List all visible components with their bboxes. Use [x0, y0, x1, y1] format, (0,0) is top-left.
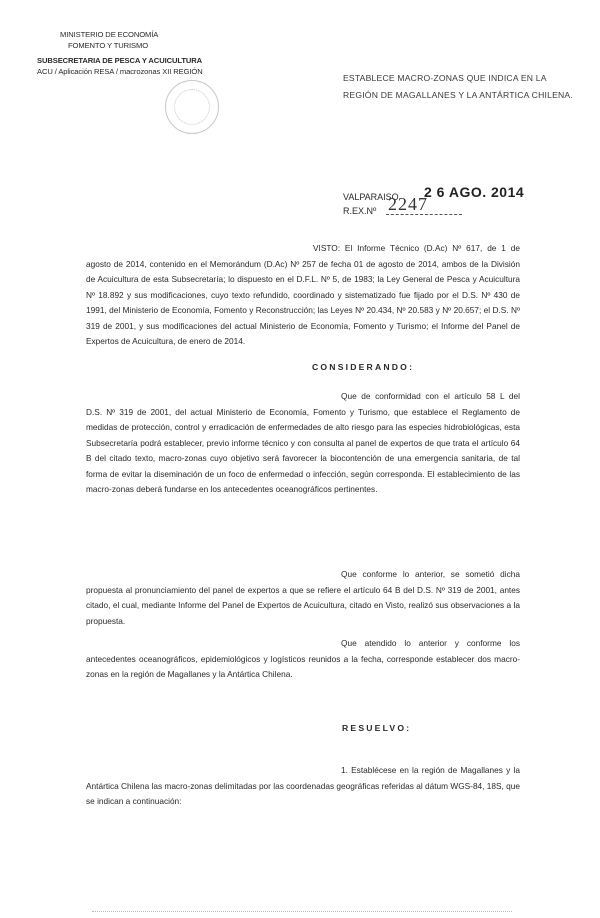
resolution-underline	[386, 214, 462, 215]
document-title: ESTABLECE MACRO-ZONAS QUE INDICA EN LA REGIÓN DE MAGALLANES Y LA ANTÁRTICA CHILENA.	[343, 73, 573, 100]
visto-paragraph: VISTO: El Informe Técnico (D.Ac) Nº 617, de 1 de agosto de 2014, contenido en el Memorándum (D.Ac) Nº 257 de fecha 01 de agosto de 2014, ambos de la División de Acuicultura de esta Subsecretaría; lo dispuesto en el D.F.L. Nº 5, de 1983; la Ley General de Pesca y Acuicultura Nº 18.892 y sus modificaciones, cuyo texto refundido, coordinado y sistematizado fue fijado por el D.S. Nº 430 de 1991, del Ministerio de Economía, Fomento y Reconstrucción; las Leyes Nº 20.434, Nº 20.583 y Nº 20.657; el D.S. Nº 319 de 2001, y sus modificaciones del actual Ministerio de Economía, Fomento y Turismo; el Informe del Panel de Expertos de Acuicultura, de enero de 2014.	[86, 243, 520, 346]
place: VALPARAISO	[343, 192, 399, 202]
considerando-paragraph-2: Que conforme lo anterior, se sometió dicha propuesta al pronunciamiento del panel de expertos a que se refiere el artículo 64 B del D.S. Nº 319 de 2001, antes citado, el cual, mediante Informe del Panel de Expertos de Acuicultura, citado en Visto, realizó sus observaciones a la propuesta.	[86, 569, 520, 626]
header-reference: ACU / Aplicación RESA / macrozonas XII REGIÓN	[37, 67, 203, 76]
resuelvo-item-1: 1. Establécesе en la región de Magallanes y la Antártica Chilena las macro-zonas delimitadas por las coordenadas geográficas referidas al dátum WGS-84, 18S, que se indican a continuación:	[86, 765, 520, 806]
considerando-heading: CONSIDERANDO:	[312, 362, 415, 372]
considerando-paragraph-1: Que de conformidad con el artículo 58 L del D.S. Nº 319 de 2001, del actual Ministerio de Economía, Fomento y Turismo, que establece el Reglamento de medidas de protección, control y erradicación de enfermedades de alto riesgo para las especies hidrobiológicas, esta Subsecretaría podrá establecer, previo informe técnico y con consulta al panel de expertos de que trata el artículo 64 B del citado texto, macro-zonas cuyo objetivo será favorecer la biocontención de una emergencia sanitaria, de tal forma de evitar la diseminación de un foco de enfermedad o infección, según corresponda. El establecimiento de las macro-zonas deberá fundarse en los antecedentes oceanográficos pertinentes.	[86, 391, 520, 494]
header-ministry: MINISTERIO DE ECONOMÍA	[60, 30, 159, 39]
resuelvo-heading: RESUELVO:	[342, 723, 412, 733]
considerando-paragraph-3: Que atendido lo anterior y conforme los antecedentes oceanográficos, epidemiológicos y logísticos reunidos a la fecha, corresponde establecer dos macro-zonas en la región de Magallanes y la Antártica Chilena.	[86, 638, 520, 679]
header-subsecretaria: SUBSECRETARIA DE PESCA Y ACUICULTURA	[37, 56, 203, 65]
stamp-text	[166, 99, 218, 105]
official-stamp	[165, 80, 219, 134]
header-ministry-sub: FOMENTO Y TURISMO	[68, 41, 149, 50]
resolution-label: R.EX.Nº	[343, 206, 377, 216]
footer-rule	[92, 911, 512, 916]
date-stamp: 2 6 AGO. 2014	[424, 184, 525, 200]
resolution-number: 2247	[388, 194, 428, 214]
